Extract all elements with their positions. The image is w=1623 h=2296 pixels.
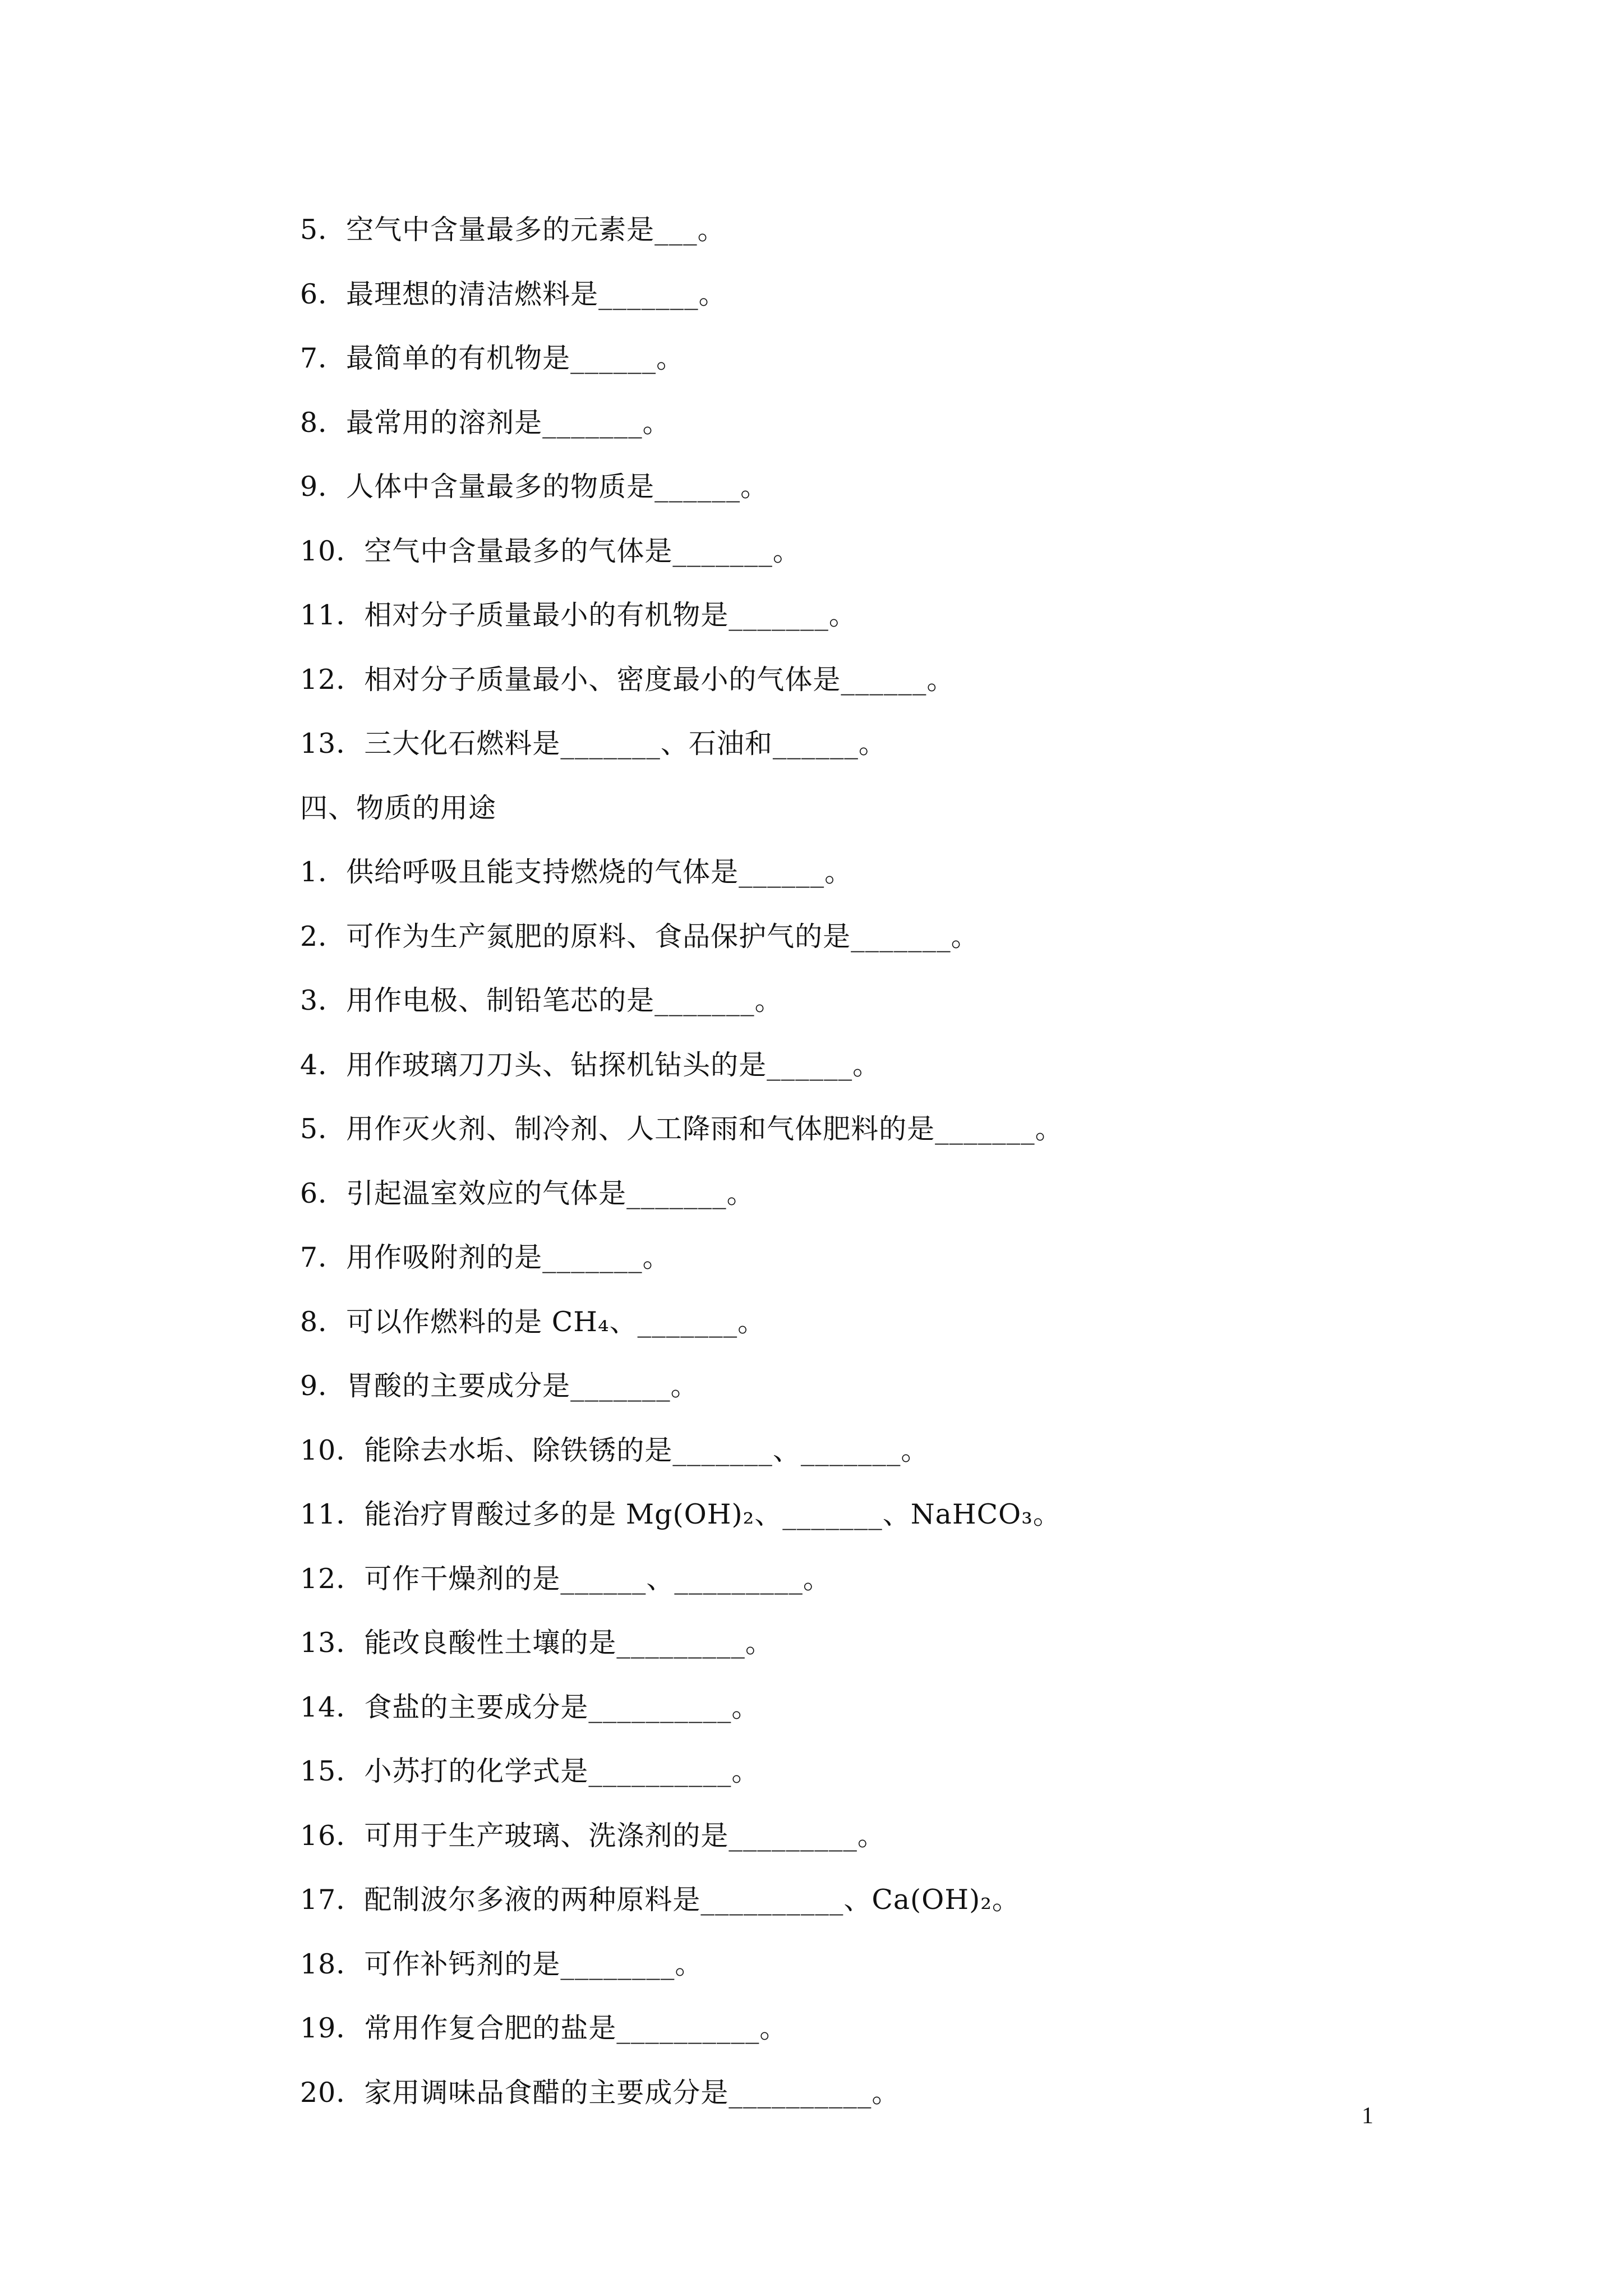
question-line: 13．能改良酸性土壤的是_________。 xyxy=(300,1627,773,1659)
question-line: 18．可作补钙剂的是________。 xyxy=(300,1948,703,1980)
question-line: 19．常用作复合肥的盐是__________。 xyxy=(300,2012,788,2044)
question-line: 5．空气中含量最多的元素是___。 xyxy=(300,214,726,246)
question-line: 11．相对分子质量最小的有机物是_______。 xyxy=(300,599,857,631)
question-line: 1．供给呼吸且能支持燃烧的气体是______。 xyxy=(300,856,853,888)
question-line: 3．用作电极、制铅笔芯的是_______。 xyxy=(300,984,783,1016)
question-line: 10．能除去水垢、除铁锈的是_______、_______。 xyxy=(300,1434,929,1466)
question-line: 6．引起温室效应的气体是_______。 xyxy=(300,1177,755,1209)
question-line: 9．人体中含量最多的物质是______。 xyxy=(300,471,769,503)
question-line: 20．家用调味品食醋的主要成分是__________。 xyxy=(300,2076,900,2109)
question-line: 7．用作吸附剂的是_______。 xyxy=(300,1241,671,1273)
question-line: 9．胃酸的主要成分是_______。 xyxy=(300,1370,699,1402)
question-line: 10．空气中含量最多的气体是_______。 xyxy=(300,535,801,567)
question-list xyxy=(300,208,1534,2134)
question-line: 6．最理想的清洁燃料是_______。 xyxy=(300,278,727,310)
question-line: 14．食盐的主要成分是__________。 xyxy=(300,1691,760,1723)
question-line: 16．可用于生产玻璃、洗涤剂的是_________。 xyxy=(300,1819,886,1852)
question-line: 15．小苏打的化学式是__________。 xyxy=(300,1755,760,1787)
question-line: 4．用作玻璃刀刀头、钻探机钻头的是______。 xyxy=(300,1048,881,1081)
section-heading: 四、物质的用途 xyxy=(300,792,497,824)
question-line: 17．配制波尔多液的两种原料是__________、Ca(OH)₂。 xyxy=(300,1884,1020,1916)
question-line: 12．相对分子质量最小、密度最小的气体是______。 xyxy=(300,663,955,696)
question-line: 2．可作为生产氮肥的原料、食品保护气的是_______。 xyxy=(300,920,979,953)
question-line: 8．可以作燃料的是 CH₄、_______。 xyxy=(300,1305,766,1338)
question-line: 12．可作干燥剂的是______、_________。 xyxy=(300,1562,831,1595)
question-line: 8．最常用的溶剂是_______。 xyxy=(300,406,671,439)
page-number: 1 xyxy=(1362,2103,1373,2129)
question-line: 11．能治疗胃酸过多的是 Mg(OH)₂、_______、NaHCO₃。 xyxy=(300,1498,1061,1530)
question-line: 5．用作灭火剂、制冷剂、人工降雨和气体肥料的是_______。 xyxy=(300,1113,1063,1145)
question-line: 13．三大化石燃料是_______、石油和______。 xyxy=(300,728,887,760)
question-line: 7．最简单的有机物是______。 xyxy=(300,342,685,374)
